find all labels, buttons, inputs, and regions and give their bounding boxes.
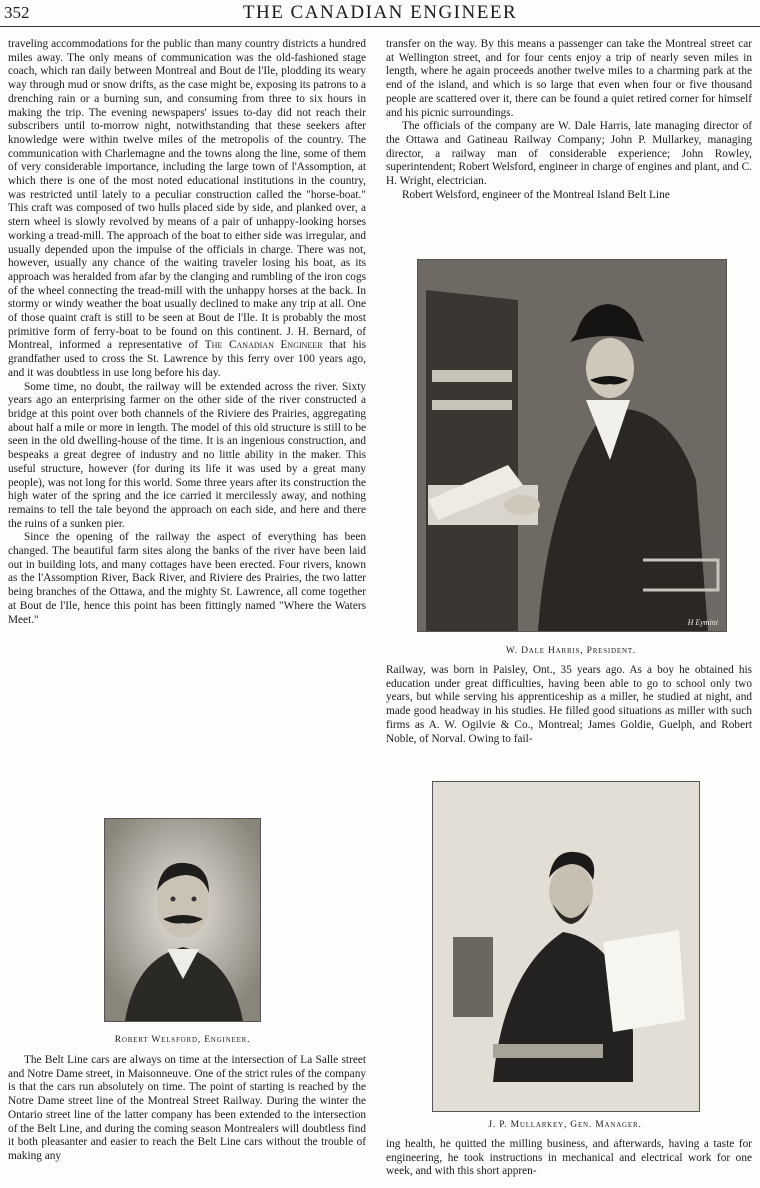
left-column-tail — [8, 1054, 366, 1164]
left-column — [8, 38, 366, 627]
right-paragraph-2: The officials of the company are W. Dale Harris, late managing director of the Ottawa and Gatineau Railway Company; John P. Mullarkey, managing director, a railway man of considerable experience; John Rowley, superintendent; Robert Welsford, engineer in charge of engines and plant, and C. H. Wright, electrician. — [386, 120, 752, 188]
right-paragraph-5: ing health, he quitted the milling business, and afterwards, having a taste for engineering, he took instructions in mechanical and electrical work for one week, and with this short appren- — [386, 1138, 752, 1178]
journal-name-inline: The Canadian Engineer — [204, 339, 323, 352]
right-column-tail — [386, 1138, 752, 1179]
right-paragraph-4: Railway, was born in Paisley, Ont., 35 years ago. As a boy he obtained his education under great difficulties, having been able to go to school only two years, but while serving his apprenticeship as a miller, he studied at night, and made good headway in his studies. He filled good situations as miller with such firms as A. W. Ogilvie & Co., Montreal; James Goldie, Guelph, and Robert Noble, of Norval. Owing to fail- — [386, 664, 752, 745]
right-paragraph-3: Robert Welsford, engineer of the Montreal Island Belt Line — [402, 188, 670, 201]
left-paragraph-2: Some time, no doubt, the railway will be extended across the river. Sixty years ago an enterprising farmer on the other side of the river constructed a bridge at this point over both channels of the Riviere des Prairies, aggregating about half a mile or more in length. The model of this old structure is still to be seen in the old dwelling-house of the time. It is an ingenious construction, and bespeaks a great degree of industry and no little ability in the maker. This useful structure, however (for during its life it was used by a great many people), was not long for this world. Some three years after its construction the high water of the spring and the ice carried it mercilessly away, and nothing remains to tell the tale beyond the approach on each side, and here and there the ruins of a sunken pier. — [8, 380, 366, 530]
left-paragraph-1: traveling accommodations for the public than many country districts a hundred miles away. The only means of communication was the old-fashioned stage coach, which ran daily between Montreal and Bout de l'Ile, plodding its weary way through mud or snow drifts, as the case might be, exposing its patrons to a drenching rain or a burning sun, and consuming from three to six hours in making the trip. The evening newspapers' issues to-day did not reach their subscribers until to-morrow night, notwithstanding that these seekers after knowledge were within twelve miles of the metropolis of the country. The communication with Charlemagne and the towns along the line, some of them of very considerable importance, including the large town of l'Assomption, at which there is one of the most noted educational institutions in the country, was restricted until lately to a peculiar construction called the "horse-boat." This craft was composed of two hulls placed side by side, and planked over, a stern wheel is slowly revolved by means of a pair of unhappy-looking horses working a tread-mill. The approach of the boat to either side was irregular, and usually depended upon the impulse of the officials in charge. There was not, however, usually any chance of the waiting traveler losing his boat, as its approach was heralded from afar by the clanging and rumbling of the iron cogs of the wheel connecting the tread-mill with the unhappy horses at the back. In stormy or windy weather the boat usually declined to make any trip at all. One of those quaint craft is still to be seen at Bout de l'Ile. It is probably the most primitive form of ferry-boat to be found on this continent. J. H. Bernard, of Montreal, informed a representative of The Canadian Engineer that his grandfather used to cross the St. Lawrence by this ferry over 100 years ago, and it was doubtless in use long before his day. — [8, 38, 367, 379]
portrait-harris — [417, 259, 727, 632]
portrait-mullarkey — [432, 781, 700, 1112]
caption-welsford: Robert Welsford, Engineer. — [114, 1035, 251, 1045]
right-paragraph-1: transfer on the way. By this means a passenger can take the Montreal street car at Wellington street, and for four cents enjoy a trip of nearly seven miles in length, where he again proceeds another twelve miles to a charming park at the end of the island, and which is so large that even when four or five thousand people are scattered over it, there can be found a quiet retired corner for himself and his picnic surroundings. — [386, 38, 752, 119]
artist-signature: H Eymini — [687, 618, 718, 627]
portrait-welsford — [104, 818, 261, 1022]
page-number: 352 — [4, 3, 30, 22]
right-column-middle — [386, 664, 752, 746]
left-paragraph-3: Since the opening of the railway the aspect of everything has been changed. The beautiful farm sites along the banks of the river have been laid out in building lots, and many cottages have been erected. Four rivers, known as the l'Assomption River, Back River, and Riviere des Prairies, the two latter being branches of the Ottawa, and the mighty St. Lawrence, all come together at Bout de l'Ile, hence this point has been fittingly named "Where the Waters Meet." — [8, 531, 366, 626]
journal-title: THE CANADIAN ENGINEER — [242, 2, 518, 23]
page-header — [0, 0, 760, 27]
left-paragraph-4: The Belt Line cars are always on time at the intersection of La Salle street and Notre Dame street, in Maisonneuve. One of the strict rules of the company is that the cars run absolutely on time. The point of starting is reached by the Notre Dame street line of the Montreal Street Railway. During the winter the Ontario street line of the latter company has been extended to the intersection of the Belt Line, and during the coming season Montrealers will doubtless find it both pleasanter and easier to reach the Belt Line cars without the trouble of making any — [8, 1054, 366, 1162]
caption-harris: W. Dale Harris, President. — [505, 646, 637, 656]
right-column — [386, 38, 752, 202]
caption-mullarkey: J. P. Mullarkey, Gen. Manager. — [488, 1120, 642, 1130]
